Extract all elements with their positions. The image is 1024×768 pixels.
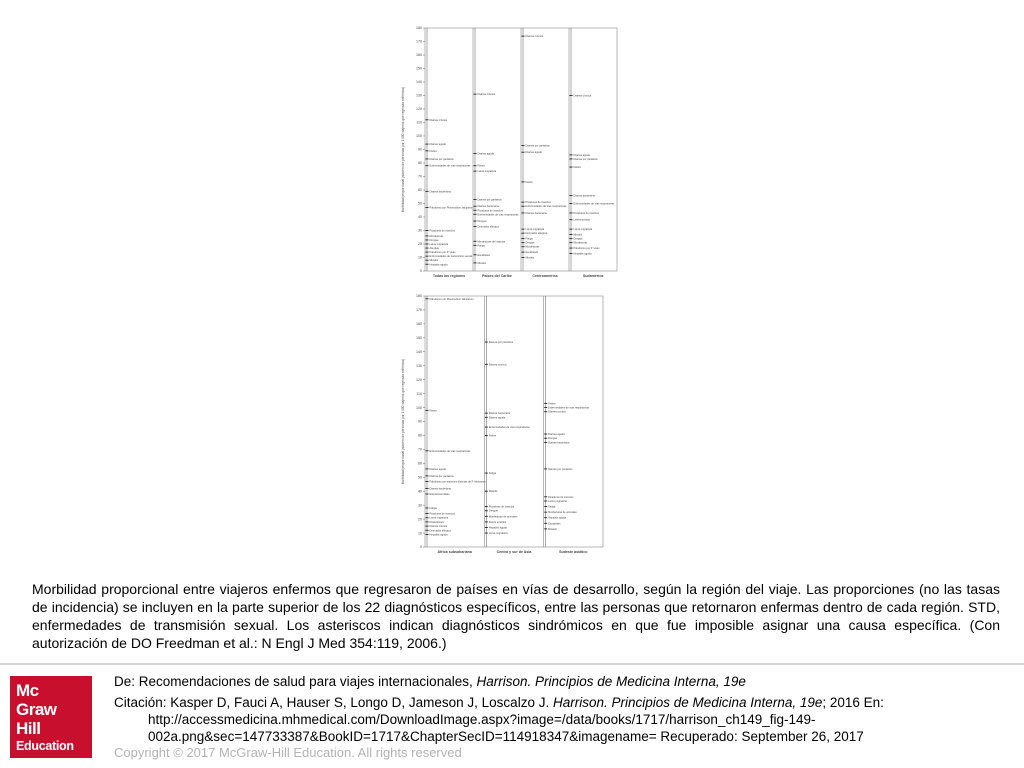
chart2-column-name: Centro y sur de Asia [496, 550, 532, 554]
chart2-data-label: Enfermedades de vías respiratorias [488, 426, 530, 430]
chart1-data-label: Miositis [429, 259, 439, 263]
chart2-data-label: Diarrea aguda [548, 433, 565, 437]
chart2-y-tick-label: 30 [418, 503, 422, 508]
chart1-y-tick-label: 0 [420, 269, 422, 274]
chart2-data-label: Diarrea crónica [488, 363, 507, 367]
chart2-data-label: Fiebre entérica [488, 520, 507, 524]
chart2-y-tick-label: 140 [416, 349, 422, 354]
chart2-column-name: Sudeste asiático [559, 550, 588, 554]
chart1-data-label: Dengue [477, 220, 487, 224]
proportionate-morbidity-chart-top [397, 24, 621, 282]
logo-text-hill: Hill [16, 719, 41, 738]
chart1-data-label: Diarrea crónica [573, 94, 592, 98]
chart2-y-tick-label: 0 [420, 545, 422, 550]
chart2-data-label: Diarrea aguda [488, 416, 506, 420]
chart2-data-label: Miositis [548, 527, 557, 531]
chart1-data-label: Diarrea por parásitos [573, 157, 598, 161]
chart1-column-name: Todas las regiones [432, 274, 466, 278]
chart2-y-tick-label: 70 [418, 447, 422, 452]
chart1-data-label: Diarrea crónica [429, 118, 448, 122]
chart2-y-tick-label: 100 [416, 405, 422, 410]
chart1-data-label: Picaduras de insectos [429, 229, 455, 233]
chart2-data-label: Miositis [488, 490, 498, 494]
chart2-y-tick-label: 170 [416, 308, 422, 313]
chart1-data-label: Dermatitis alérgica [525, 232, 547, 236]
chart2-data-label: Dermatitis alérgica [429, 529, 451, 533]
chart1-data-label: Diarrea crónica [525, 35, 544, 39]
chart2-y-tick-label: 60 [418, 461, 422, 466]
chart1-data-label: Mordeduras [429, 234, 444, 238]
chart2-y-tick-label: 180 [416, 294, 422, 299]
proportionate-morbidity-chart-bottom [397, 292, 607, 560]
chart2-y-tick-label: 120 [416, 377, 422, 382]
chart2-data-label: Diarrea por parásitos [548, 467, 573, 471]
chart1-y-tick-label: 10 [418, 255, 422, 260]
citation [114, 694, 1024, 745]
chart2-data-label: Diarrea crónica [429, 525, 448, 529]
chart1-y-tick-label: 60 [418, 188, 422, 193]
chart2-data-label: Fiebre [429, 409, 437, 413]
chart1-data-label: Mordeduras [573, 241, 588, 245]
chart2-data-label: Enfermedades de vías respiratorias [548, 406, 590, 410]
chart2-data-label: Fatiga [429, 506, 437, 510]
chart2-data-label: Enfermedades de vías respiratorias [429, 449, 471, 453]
chart1-y-tick-label: 120 [416, 107, 422, 112]
chart2-y-tick-label: 90 [418, 419, 422, 424]
chart2-data-label: Fatiga [548, 505, 556, 509]
chart1-y-tick-label: 80 [418, 161, 422, 166]
chart1-data-label: Escabiasis [477, 253, 490, 257]
chart2-y-tick-label: 110 [416, 391, 422, 396]
chart1-data-label: Fiebre [525, 180, 533, 184]
chart1-y-tick-label: 100 [416, 134, 422, 139]
chart1-data-label: Mordeduras de insectos [477, 240, 506, 244]
chart1-y-axis-label: Morbilidad proporcional (número de personas por 1 000 viajeros que regresan enfermos) [401, 86, 405, 213]
chart2-data-label: Fiebre [488, 434, 497, 438]
chart1-data-label: Fiebre [429, 149, 437, 153]
chart1-data-label: Larva migratoria [573, 228, 593, 232]
chart1-y-tick-label: 170 [416, 39, 422, 44]
logo-text-education: Education [16, 739, 74, 753]
chart1-data-label: Diarrea por parásitos [477, 198, 502, 202]
chart2-data-label: Picaduras de insectos [429, 512, 455, 516]
chart1-data-label: Picaduras de insectos [573, 211, 599, 215]
chart1-data-label: Diarrea bacteriana [429, 190, 451, 194]
chart1-y-tick-label: 50 [418, 201, 422, 206]
chart1-data-label: Diarrea por parásitos [525, 144, 550, 148]
chart1-data-label: Enfermedades de vías respiratorias [573, 202, 615, 206]
logo-text-graw: Graw [16, 700, 57, 719]
chart2-data-label: Mordeduras de animales [488, 515, 518, 519]
chart1-data-label: Dengue [525, 241, 535, 245]
chart2-data-label: Hepatitis aguda [548, 516, 567, 520]
chart2-data-label: Paludismo por Plasmodium falciparum [429, 297, 474, 301]
chart2-data-label: Hepatitis aguda [488, 526, 507, 530]
chart1-data-label: Diarrea bacteriana [525, 211, 547, 215]
chart2-data-label: Fiebre [548, 402, 556, 406]
chart1-y-tick-label: 160 [416, 53, 422, 58]
chart2-data-label: Rickettsiosis [429, 520, 444, 524]
chart1-data-label: Enfermedades de transmisión sexual [429, 255, 473, 259]
chart2-y-tick-label: 10 [418, 531, 422, 536]
chart1-data-label: Mordeduras [525, 245, 540, 249]
chart2-column-name: África subsahariana [437, 550, 472, 554]
chart1-data-label: Fatiga [477, 244, 485, 248]
chart1-y-tick-label: 110 [416, 120, 422, 125]
chart2-y-axis-label: Morbilidad proporcional (número de personas por 1 000 viajeros que regresan enfermos) [401, 358, 405, 485]
chart2-y-tick-label: 50 [418, 475, 422, 480]
citation-suffix: ; 2016 En: http://accessmedicina.mhmedical.com/DownloadImage.aspx?image=/data/books/1717/harrison_ch149_fig-149-002a.png&sec=147733387&BookID=1717&ChapterSecID=114918347&imagename= Recuperado: September 26, 2017 [148, 695, 884, 744]
chart2-data-label: Hepatitis aguda [429, 533, 448, 537]
chart2-data-label: Larva migratoria [548, 499, 567, 503]
chart2-data-label: Larva migratoria [488, 532, 508, 536]
chart2-data-label: Diarrea por parásitos [488, 341, 514, 345]
chart1-data-label: Diarrea bacteriana [573, 194, 595, 198]
chart1-data-label: Enfermedades de vías respiratorias [477, 213, 519, 217]
chart1-data-label: Diarrea por parásitos [429, 157, 454, 161]
chart1-data-label: Larva migratoria [477, 170, 497, 174]
chart1-column-name: Países del Caribe [482, 274, 512, 278]
chart1-y-tick-label: 140 [416, 80, 422, 85]
source-line [114, 674, 746, 689]
chart1-data-label: Fatiga [525, 237, 533, 241]
copyright-notice: Copyright © 2017 McGraw-Hill Education. All rights reserved [114, 745, 462, 760]
chart1-y-tick-label: 70 [418, 174, 422, 179]
chart1-data-label: Hepatitis aguda [573, 252, 592, 256]
chart1-y-tick-label: 90 [418, 147, 422, 152]
chart2-y-tick-label: 40 [418, 489, 422, 494]
chart1-y-tick-label: 130 [416, 93, 422, 98]
citation-book-title: Harrison. Principios de Medicina Interna, 19e [552, 695, 823, 710]
chart1-data-label: Diarrea bacteriana [477, 205, 499, 209]
chart1-data-label: Diarrea aguda [525, 151, 542, 155]
chart1-data-label: Dermatitis alérgica [477, 225, 499, 229]
chart1-y-tick-label: 40 [418, 215, 422, 220]
chart1-column-name: Sudamérica [582, 274, 604, 278]
chart1-data-label: Diarrea aguda [477, 152, 494, 156]
source-book-title: Harrison. Principios de Medicina Interna, 19e [476, 674, 746, 689]
chart1-data-label: Larva migratoria [525, 228, 545, 232]
chart2-data-label: Diarrea por parásitos [429, 474, 454, 478]
chart2-y-tick-label: 150 [416, 336, 422, 341]
chart2-data-label: Diarrea bacteriana [429, 487, 451, 491]
chart2-data-label: Diarrea bacteriana [488, 412, 511, 416]
chart1-data-label: Diarrea aguda [573, 153, 590, 157]
chart1-data-label: Enfermedades de vías respiratorias [429, 164, 471, 168]
chart2-y-tick-label: 80 [418, 433, 422, 438]
chart1-data-label: Miositis [525, 256, 535, 260]
citation-prefix: Citación: Kasper D, Fauci A, Hauser S, Longo D, Jameson J, Loscalzo J. [114, 695, 553, 710]
chart1-data-label: Miositis [573, 233, 583, 237]
chart2-data-label: Paludismo por especies distintas de P. falciparum [429, 480, 487, 484]
chart1-y-tick-label: 180 [416, 26, 422, 31]
chart1-data-label: Picaduras de insectos [525, 201, 551, 205]
chart1-y-tick-label: 150 [416, 66, 422, 71]
chart1-data-label: Dengue [429, 238, 439, 242]
mcgraw-hill-education-logo [10, 676, 92, 758]
chart2-data-label: Diarrea aguda [429, 467, 446, 471]
chart2-data-label: Picaduras de insectos [548, 495, 574, 499]
chart1-data-label: Fiebre [573, 166, 581, 170]
chart1-data-label: Miositis [477, 261, 487, 265]
chart1-column-name: Centroamérica [532, 274, 558, 278]
chart1-data-label: Enfermedades de vías respiratorias [525, 205, 567, 209]
chart1-data-label: Hepatitis aguda [429, 263, 448, 267]
chart1-data-label: Paludismo por Plasmodium falciparum [429, 206, 474, 210]
chart2-y-tick-label: 20 [418, 517, 422, 522]
chart1-data-label: Fiebre [477, 164, 485, 168]
chart1-y-tick-label: 20 [418, 242, 422, 247]
chart2-data-label: Dengue [548, 437, 558, 441]
chart1-data-label: Larva migratoria [429, 243, 449, 246]
chart1-data-label: Diarrea crónica [477, 93, 496, 97]
chart2-y-tick-label: 130 [416, 363, 422, 368]
chart1-y-tick-label: 30 [418, 228, 422, 233]
chart1-data-label: Paludismo por P. vivax [573, 247, 600, 251]
figure-caption: Morbilidad proporcional entre viajeros enfermos que regresaron de países en vías de desarrollo, según la región del viaje. Las proporciones (no las tasas de incidencia) se incluyen en la parte superior de los 22 diagnósticos específicos, entre las personas que retornaron enfermas dentro de cada región. STD, enfermedades de transmisión sexual. Los asteriscos indican diagnósticos sindrómicos en que fue imposible asignar una causa específica. (Con autorización de DO Freedman et al.: N Engl J Med 354:119, 2006.) [32, 581, 1000, 651]
chart2-data-label: Fatiga [488, 472, 497, 476]
figure-bottom-chart [397, 292, 607, 560]
chart1-data-label: Leishmaniasis [573, 218, 590, 222]
chart2-data-label: Diarrea bacteriana [548, 441, 570, 445]
figure-top-chart [397, 24, 621, 282]
chart1-data-label: Picaduras de insectos [477, 209, 503, 213]
chart2-plot-frame [425, 296, 603, 547]
chart1-data-label: Paludismo por P. vivax [429, 251, 456, 255]
chart2-data-label: Esquistosomiasis [429, 493, 450, 497]
chart2-y-tick-label: 160 [416, 322, 422, 327]
logo-text-mc: Mc [16, 681, 39, 700]
chart1-data-label: Alergias [429, 247, 439, 251]
divider [0, 663, 1024, 665]
chart1-data-label: Diarrea aguda [429, 143, 446, 147]
source-prefix: De: Recomendaciones de salud para viajes internacionales, [114, 674, 477, 689]
chart1-data-label: Escabiasis [525, 251, 538, 255]
chart2-data-label: Diarrea crónica [548, 410, 566, 414]
chart1-data-label: Dengue [573, 237, 583, 241]
chart2-data-label: Escabiasis [548, 522, 561, 526]
chart2-data-label: Mordeduras de animales [548, 511, 577, 515]
chart2-data-label: Dengue [488, 509, 498, 513]
chart2-data-label: Larva migratoria [429, 516, 449, 520]
chart2-data-label: Picaduras de insectos [488, 505, 515, 509]
